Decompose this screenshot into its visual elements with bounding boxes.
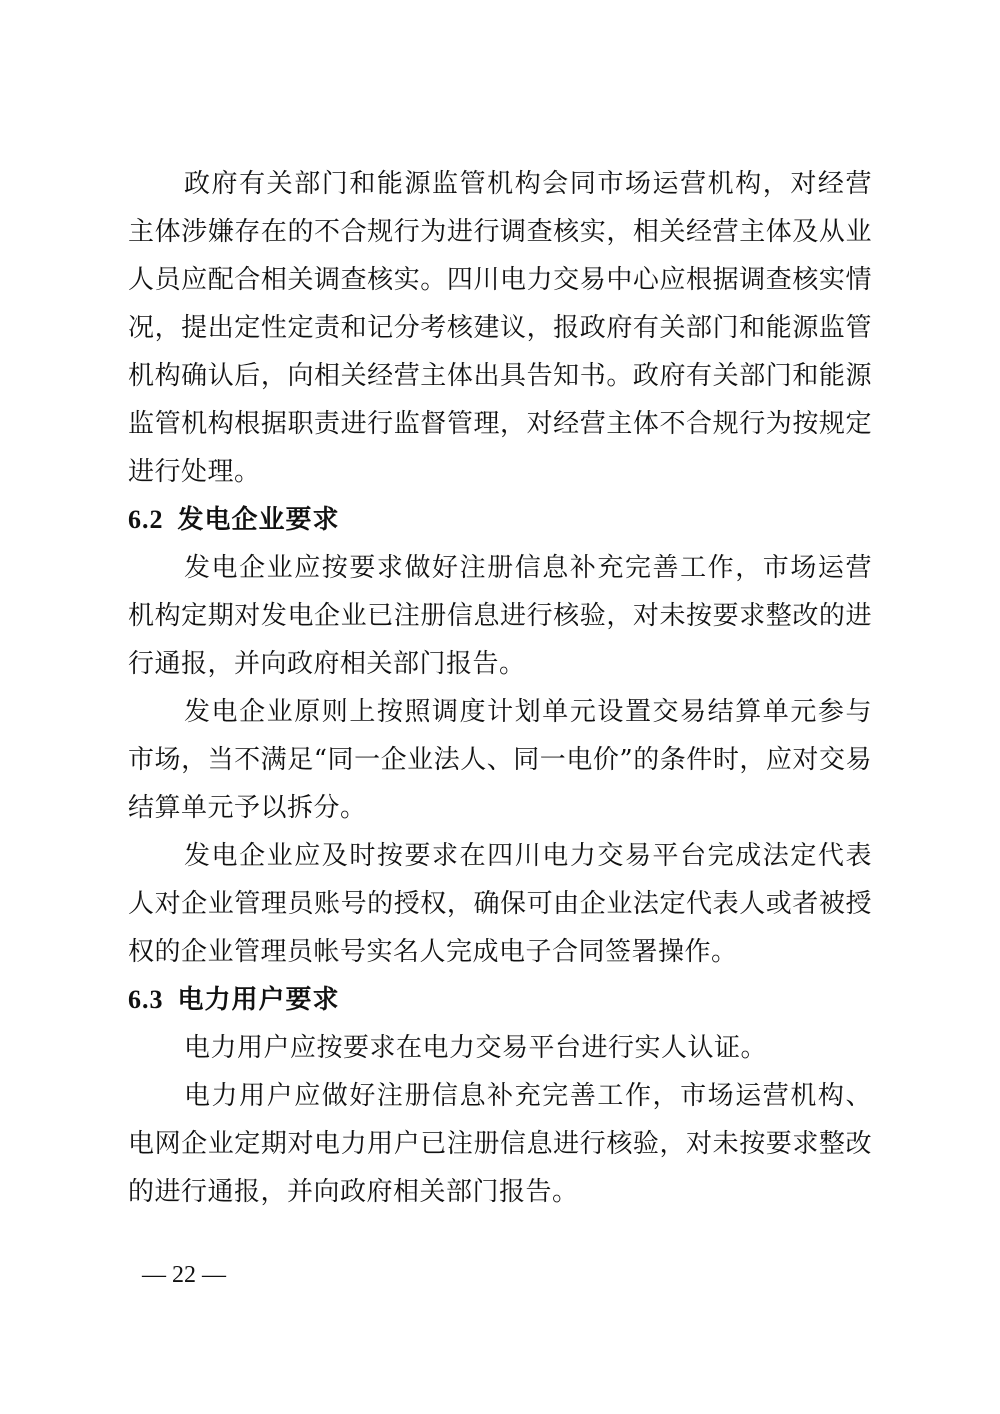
paragraph: 发电企业原则上按照调度计划单元设置交易结算单元参与市场，当不满足“同一企业法人、同一电价”的条件时，应对交易结算单元予以拆分。 <box>128 697 872 823</box>
section-heading-6-3 <box>128 976 872 1024</box>
paragraph: 政府有关部门和能源监管机构会同市场运营机构，对经营主体涉嫌存在的不合规行为进行调查核实，相关经营主体及从业人员应配合相关调查核实。四川电力交易中心应根据调查核实情况，提出定性定责和记分考核建议，报政府有关部门和能源监管机构确认后，向相关经营主体出具告知书。政府有关部门和能源监管机构根据职责进行监督管理，对经营主体不合规行为按规定进行处理。 <box>128 169 872 487</box>
paragraph: 电力用户应做好注册信息补充完善工作，市场运营机构、电网企业定期对电力用户已注册信息进行核验，对未按要求整改的进行通报，并向政府相关部门报告。 <box>128 1081 872 1207</box>
section-title: 电力用户要求 <box>177 985 340 1015</box>
page-number: — 22 — <box>142 1262 226 1288</box>
section-number: 6.3 <box>128 985 164 1014</box>
document-body <box>128 160 872 1216</box>
paragraph: 发电企业应及时按要求在四川电力交易平台完成法定代表人对企业管理员账号的授权，确保可由企业法定代表人或者被授权的企业管理员帐号实名人完成电子合同签署操作。 <box>128 841 872 967</box>
section-title: 发电企业要求 <box>177 505 340 535</box>
section-number: 6.2 <box>128 505 164 534</box>
paragraph: 发电企业应按要求做好注册信息补充完善工作，市场运营机构定期对发电企业已注册信息进行核验，对未按要求整改的进行通报，并向政府相关部门报告。 <box>128 553 872 679</box>
paragraph: 电力用户应按要求在电力交易平台进行实人认证。 <box>184 1033 768 1063</box>
section-heading-6-2 <box>128 496 872 544</box>
